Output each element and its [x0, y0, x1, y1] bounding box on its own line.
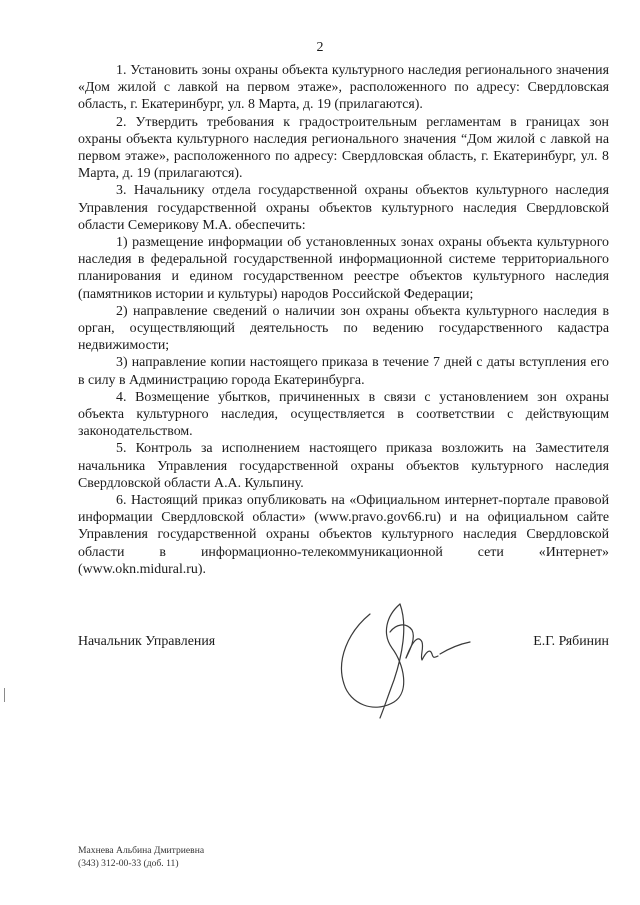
executor-name: Махнева Альбина Дмитриевна	[78, 845, 205, 856]
signer-title: Начальник Управления	[78, 634, 216, 649]
paragraph-6: 6. Настоящий приказ опубликовать на «Официальном интернет-портале правовой информации Свердловской области» (www.pravo.gov66.ru) и на официальном сайте Управления государственной охраны объектов культурного наследия Свердловской области в информационно-телекоммуникационной сети «Интернет» (www.okn.midural.ru).	[78, 493, 609, 577]
executor-phone: (343) 312-00-33 (доб. 11)	[78, 857, 179, 869]
paragraph-1: 1. Установить зоны охраны объекта культурного наследия регионального значения «Дом жилой с лавкой на первом этаже», расположенного по адресу: Свердловская область, г. Екатеринбург, ул. 8 Марта, д. 19 (прилагаются).	[78, 63, 609, 113]
signer-name: Е.Г. Рябинин	[533, 634, 609, 649]
paragraph-3-item-1: 1) размещение информации об установленных зонах охраны объекта культурного наследия в федеральной государственной информационной системе территориального планирования и едином государственном реестре объектов культурного наследия (памятников истории и культуры) народов Российской Федерации;	[78, 235, 609, 302]
page-number: 2	[316, 40, 324, 55]
paragraph-3-item-2: 2) направление сведений о наличии зон охраны объекта культурного наследия в орган, осуществляющий деятельность по ведению государственного кадастра недвижимости;	[78, 303, 609, 354]
scan-margin-mark	[4, 688, 5, 702]
executor-footer	[78, 845, 204, 871]
paragraph-5: 5. Контроль за исполнением настоящего приказа возложить на Заместителя начальника Управления государственной охраны объектов культурного наследия Свердловской области А.А. Кульпину.	[78, 441, 609, 491]
paragraph-3: 3. Начальнику отдела государственной охраны объектов культурного наследия Управления государственной охраны объектов культурного наследия Свердловской области Семерикову М.А. обеспечить:	[78, 183, 609, 233]
paragraph-3-item-3: 3) направление копии настоящего приказа в течение 7 дней с даты вступления его в силу в Администрацию города Екатеринбурга.	[78, 355, 609, 388]
paragraph-2: 2. Утвердить требования к градостроительным регламентам в границах зон охраны объекта культурного наследия регионального значения “Дом жилой с лавкой на первом этаже», расположенного по адресу: Свердловская область, г. Екатеринбург, ул. 8 Марта, д. 19 (прилагаются).	[78, 114, 609, 182]
handwritten-signature-icon	[330, 592, 480, 722]
paragraph-4: 4. Возмещение убытков, причиненных в связи с установлением зон охраны объекта культурного наследия, осуществляется в соответствии с действующим законодательством.	[78, 389, 609, 440]
document-body	[78, 62, 609, 578]
